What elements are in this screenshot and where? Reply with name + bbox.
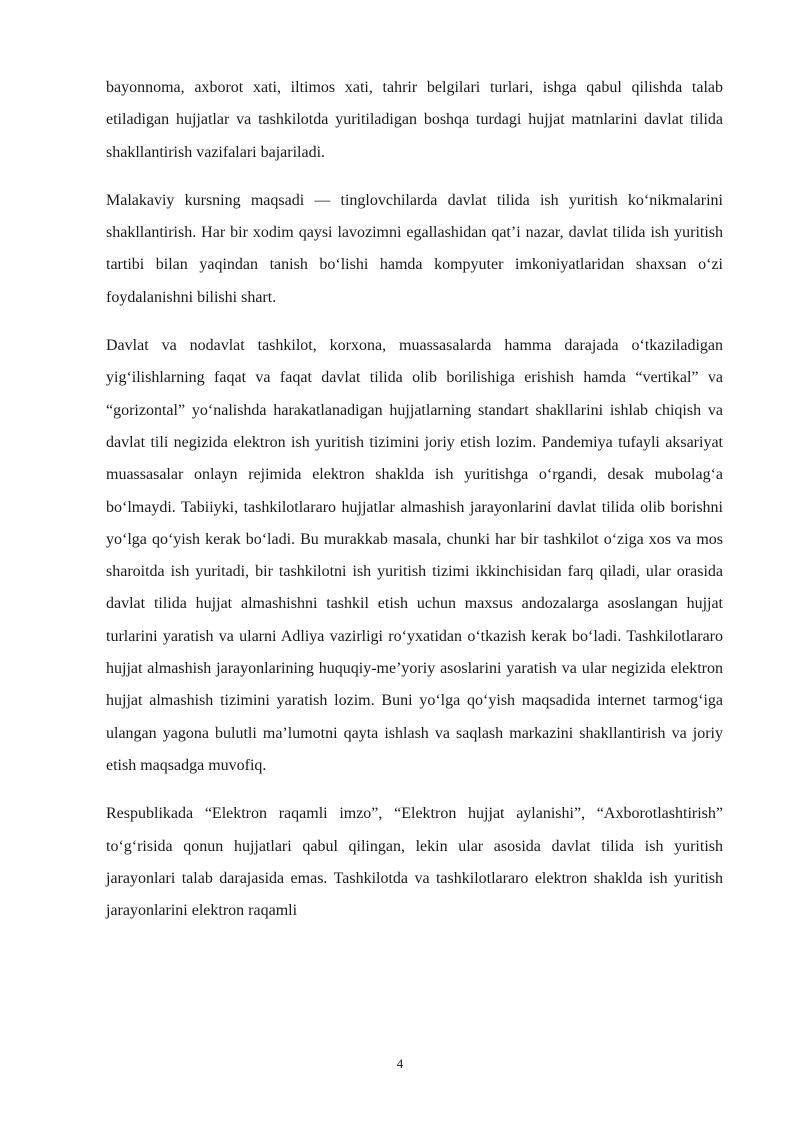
paragraph-3: Davlat va nodavlat tashkilot, korxona, muassasalarda hamma darajada o‘tkaziladigan yig‘ilishlarning faqat va faqat davlat tilida olib borilishiga erishish hamda “vertikal” va “gorizontal” yo‘nalishda harakatlanadigan hujjatlarning standart shakllarini ishlab chiqish va davlat tili negizida elektron ish yuritish tizimini joriy etish lozim. Pandemiya tufayli aksariyat muassasalar onlayn rejimida elektron shaklda ish yuritishga o‘rgandi, desak mubolag‘a bo‘lmaydi. Tabiiyki, tashkilotlararo hujjatlar almashish jarayonlarini davlat tilida olib borishni yo‘lga qo‘yish kerak bo‘ladi. Bu murakkab masala, chunki har bir tashkilot o‘ziga xos va mos sharoitda ish yuritadi, bir tashkilotni ish yuritish tizimi ikkinchisidan farq qiladi, ular orasida davlat tilida hujjat almashishni tashkil etish uchun maxsus andozalarga asoslangan hujjat turlarini yaratish va ularni Adliya vazirligi ro‘yxatidan o‘tkazish kerak bo‘ladi. Tashkilotlararo hujjat almashish jarayonlarining huquqiy-me’yoriy asoslarini yaratish va ular negizida elektron hujjat almashish tizimini yaratish lozim. Buni yo‘lga qo‘yish maqsadida internet tarmog‘iga ulangan yagona bulutli ma’lumotni qayta ishlash va saqlash markazini shakllantirish va joriy etish maqsadga muvofiq. — [106, 337, 723, 774]
paragraph-2: Malakaviy kursning maqsadi — tinglovchilarda davlat tilida ish yuritish ko‘nikmalarini shakllantirish. Har bir xodim qaysi lavozimni egallashidan qat’i nazar, davlat tilida ish yuritish tartibi bilan yaqindan tanish bo‘lishi hamda kompyuter imkoniyatlaridan shaxsan o‘zi foydalanishni bilishi shart. — [106, 191, 723, 306]
paragraph-1: bayonnoma, axborot xati, iltimos xati, tahrir belgilari turlari, ishga qabul qilishda talab etiladigan hujjatlar va tashkilotda yuritiladigan boshqa turdagi hujjat matnlarini davlat tilida shakllantirish vazifalari bajariladi. — [106, 79, 723, 161]
page-body — [106, 72, 723, 943]
page-number: 4 — [396, 1056, 404, 1071]
paragraph-4: Respublikada “Elektron raqamli imzo”, “Elektron hujjat aylanishi”, “Axborotlashtirish” to‘g‘risida qonun hujjatlari qabul qilingan, lekin ular asosida davlat tilida ish yuritish jarayonlari talab darajasida emas. Tashkilotda va tashkilotlararo elektron shaklda ish yuritish jarayonlarini elektron raqamli — [106, 805, 723, 920]
